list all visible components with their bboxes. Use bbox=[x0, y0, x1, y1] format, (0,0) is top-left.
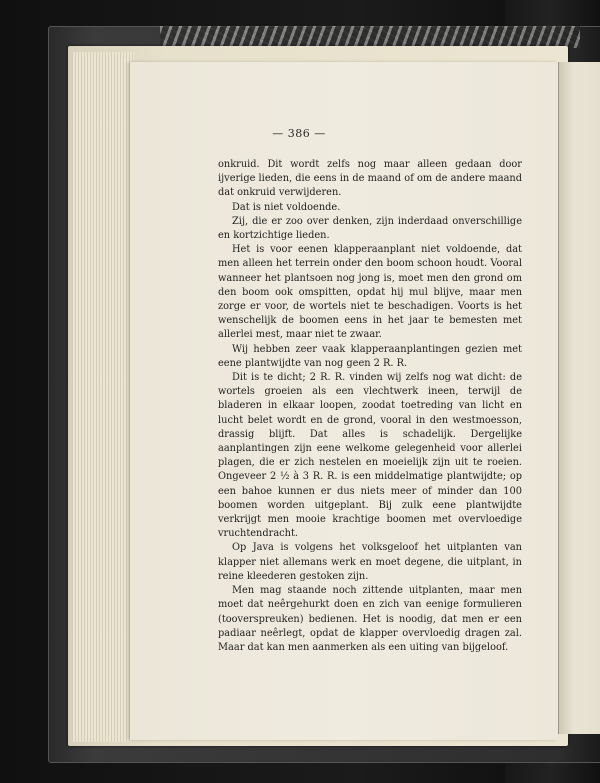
page-number: — 386 — bbox=[272, 127, 326, 140]
cover-marbled-edge bbox=[160, 26, 580, 48]
page-text bbox=[218, 158, 522, 655]
paragraph: onkruid. Dit wordt zelfs nog maar alleen gedaan door ijverige lieden, die eens in de maand of om de andere maand dat onkruid verwijderen. bbox=[218, 159, 522, 199]
paragraph: Op Java is volgens het volksgeloof het uitplanten van klapper niet allemans werk en moet degene, die uitplant, in reine kleederen gestoken zijn. bbox=[218, 542, 522, 582]
paragraph: Wij hebben zeer vaak klapperaanplantingen gezien met eene plantwijdte van nog geen 2 R. R. bbox=[218, 343, 522, 369]
page-edges bbox=[72, 52, 134, 742]
paragraph: Men mag staande noch zittende uitplanten, maar men moet dat neêrgehurkt doen en zich van eenige formulieren (tooverspreuken) bedienen. Het is noodig, dat men er een padiaar neêrlegt, opdat de klapper overvloedig dragen zal. Maar dat kan men aanmerken als een uiting van bijgeloof. bbox=[218, 585, 522, 653]
paragraph: Dat is niet voldoende. bbox=[232, 201, 341, 213]
paragraph: Dit is te dicht; 2 R. R. vinden wij zelfs nog wat dicht: de wortels groeien als een vlechtwerk ineen, terwijl de bladeren in elkaar loopen, zoodat toetreding van licht en lucht belet wordt en de grond, vooral in den westmoesson, drassig blijft. Dat alles is schadelijk. Dergelijke aanplantingen zijn eene welkome gelegenheid voor allerlei plagen, die er zich nestelen en moeielijk zijn uit te roeien. Ongeveer 2 ½ à 3 R. R. is een middelmatige plantwijdte; op een bahoe kunnen er dus niets meer of minder dan 100 boomen worden uitgeplant. Bij zulk eene plantwijdte verkrijgt men mooie krachtige boomen met overvloedige vruchtendracht. bbox=[218, 372, 522, 540]
paragraph: Het is voor eenen klapperaanplant niet voldoende, dat men alleen het terrein onder den boom schoon houdt. Vooral wanneer het plantsoen nog jong is, moet men den grond om den boom ook omspitten, opdat hij mul blijve, maar men zorge er voor, de wortels niet te beschadigen. Voorts is het wenschelijk de boomen eens in het jaar te bemesten met allerlei mest, maar niet te zwaar. bbox=[218, 244, 522, 341]
paragraph: Zij, die er zoo over denken, zijn inderdaad onverschillige en kortzichtige lieden. bbox=[218, 215, 522, 242]
facing-page-edge bbox=[558, 62, 600, 734]
